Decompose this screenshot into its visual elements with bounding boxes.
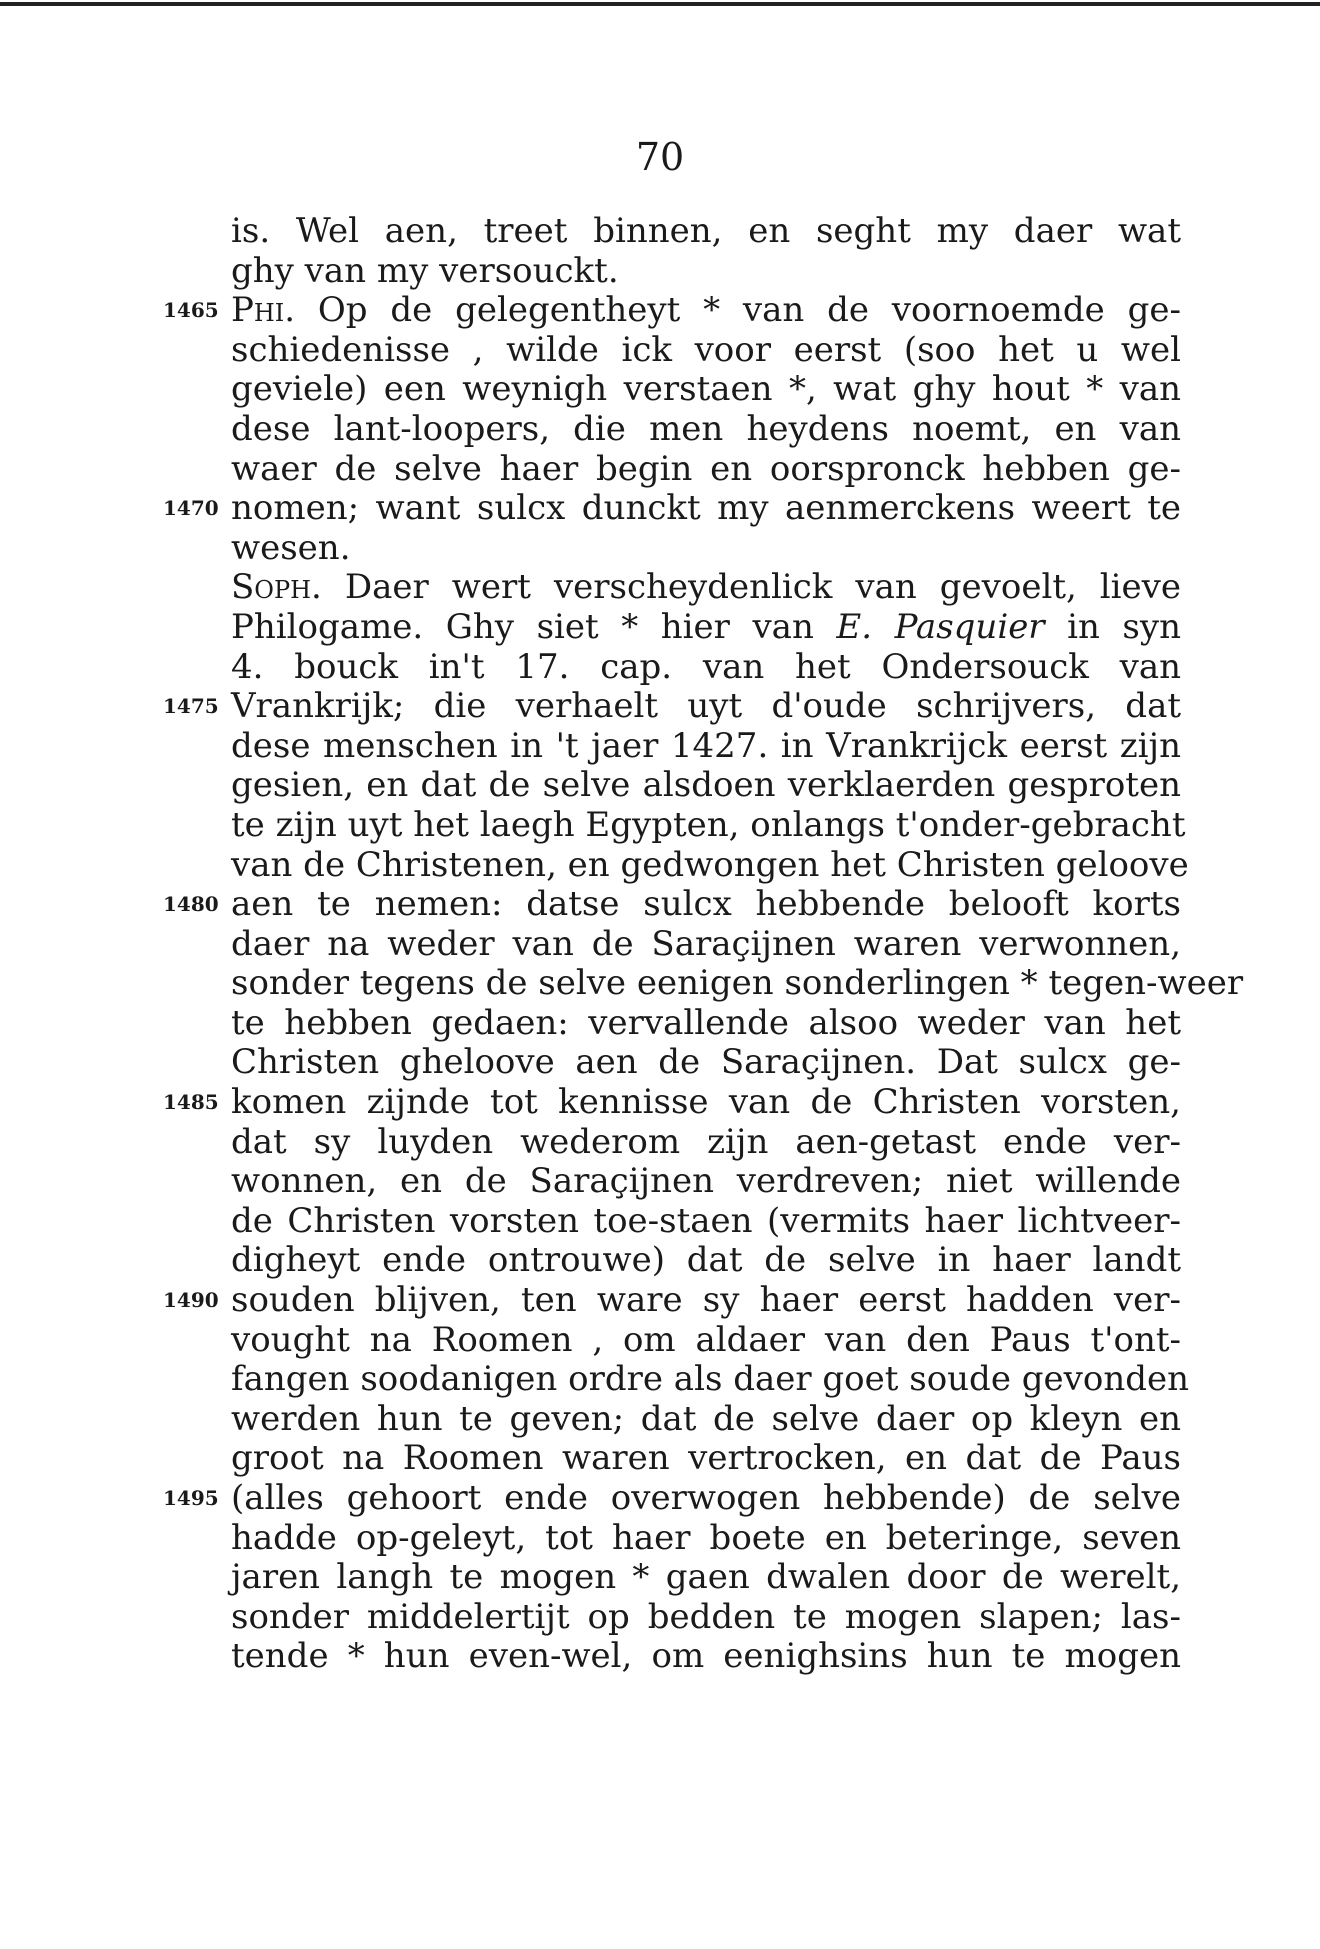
text-line [231,568,1181,608]
text-line [231,331,1181,371]
italic-text: E. Pasquier [836,606,1045,647]
text-line [231,1004,1181,1044]
text-line [163,686,1181,727]
text-line [163,1280,1181,1321]
line-text: komen zijnde tot kennisse van de Christen vorsten, [231,1082,1181,1123]
line-text: groot na Roomen waren vertrocken, en dat de Paus [231,1438,1181,1479]
line-text: fangen soodanigen ordre als daer goet soude gevonden [231,1359,1189,1400]
line-text: dat sy luyden wederom zijn aen-getast ende ver- [231,1121,1181,1162]
text-line [163,488,1181,529]
line-text: van de Christenen, en gedwongen het Christen geloove [231,844,1189,885]
line-text: schiedenisse , wilde ick voor eerst (soo het u wel [231,329,1181,370]
top-border-rule [0,2,1320,6]
line-text: waer de selve haer begin en oorspronck hebben ge- [231,448,1181,489]
line-text: wesen. [231,527,351,568]
text-line [231,844,1189,886]
text-line [231,608,1181,648]
line-text: gesien, en dat de selve alsdoen verklaerden gesproten [231,765,1181,806]
line-number: 1465 [163,298,219,323]
text-line [231,648,1181,688]
text-line [231,1598,1181,1638]
line-text: te hebben gedaen: vervallende alsoo weder van het [231,1002,1181,1043]
line-text: daer na weder van de Saraçijnen waren verwonnen, [231,923,1181,964]
text-line [231,766,1181,806]
line-text: geviele) een weynigh verstaen *, wat ghy hout * van [231,369,1181,410]
line-number: 1475 [163,694,219,719]
text-line [231,450,1181,490]
line-text: digheyt ende ontrouwe) dat de selve in haer landt [231,1240,1181,1281]
line-text: jaren langh te mogen * gaen dwalen door de werelt, [231,1557,1181,1598]
text-line [163,1082,1181,1123]
text-line [231,804,1186,846]
text-line [231,1519,1181,1559]
line-text: te zijn uyt het laegh Egypten, onlangs t'onder-gebracht [231,804,1186,845]
text-line [231,963,1244,1004]
text-line [231,370,1181,410]
page-number: 70 [635,135,685,179]
line-text: (alles gehoort ende overwogen hebbende) de selve [231,1478,1181,1518]
text-line [163,1478,1181,1519]
text-line [231,1359,1189,1400]
line-text: 4. bouck in't 17. cap. van het Ondersouck van [231,646,1181,687]
line-text: vought na Roomen , om aldaer van den Paus t'ont- [231,1319,1181,1360]
body-text [163,211,1244,1677]
speaker-name: Soph. [231,567,322,608]
line-number: 1490 [163,1288,219,1313]
line-number: 1495 [163,1486,219,1510]
line-text: wonnen, en de Saraçijnen verdreven; niet willende [231,1161,1181,1202]
line-text: de Christen vorsten toe-staen (vermits haer lichtveer- [231,1200,1181,1241]
line-text: nomen; want sulcx dunckt my aenmerckens weert te [231,488,1181,529]
text-line [231,529,1181,569]
line-text: tende * hun even-wel, om eenighsins hun te mogen [231,1636,1181,1677]
text-line [231,1043,1181,1083]
text-line [231,410,1181,450]
text-line [231,1241,1181,1281]
text-line [231,1321,1181,1361]
line-text: Philogame. Ghy siet * hier van [231,606,837,647]
line-text: hadde op-geleyt, tot haer boete en beteringe, seven [231,1517,1181,1558]
line-text: sonder tegens de selve eenigen sonderlingen * tegen-weer [231,963,1244,1004]
line-text: Op de gelegentheyt * van de voornoemde ge- [295,290,1181,331]
line-text: aen te nemen: datse sulcx hebbende belooft korts [231,884,1181,925]
line-text: Vrankrijk; die verhaelt uyt d'oude schrijvers, dat [231,686,1181,727]
line-text: is. Wel aen, treet binnen, en seght my daer wat [231,211,1181,251]
line-text: in syn [1044,606,1181,647]
line-text: dese lant-loopers, die men heydens noemt, en van [231,408,1181,449]
line-text: Christen gheloove aen de Saraçijnen. Dat sulcx ge- [231,1042,1181,1083]
text-line [231,1558,1181,1598]
line-number: 1470 [163,496,219,521]
text-line [231,1400,1181,1440]
line-text: dese menschen in 't jaer 1427. in Vrankrijck eerst zijn [231,725,1181,766]
text-line [231,925,1181,965]
line-text: souden blijven, ten ware sy haer eerst hadden ver- [231,1280,1181,1321]
text-line [163,290,1181,331]
text-line [231,727,1181,767]
text-line [231,1162,1181,1202]
line-text: werden hun te geven; dat de selve daer op kleyn en [231,1398,1181,1439]
text-line [163,884,1181,925]
text-line [231,252,1181,292]
text-line [231,1123,1181,1163]
text-line [231,1439,1181,1479]
line-number: 1485 [163,1090,219,1115]
line-text: ghy van my versouckt. [231,250,619,291]
line-text: Daer wert verscheydenlick van gevoelt, lieve [321,567,1181,608]
speaker-name: Phi. [231,290,296,331]
text-line [231,1202,1181,1242]
line-number: 1480 [163,892,219,917]
text-line [231,212,1181,252]
text-line [231,1637,1181,1677]
line-text: sonder middelertijt op bedden te mogen slapen; las- [231,1596,1181,1637]
